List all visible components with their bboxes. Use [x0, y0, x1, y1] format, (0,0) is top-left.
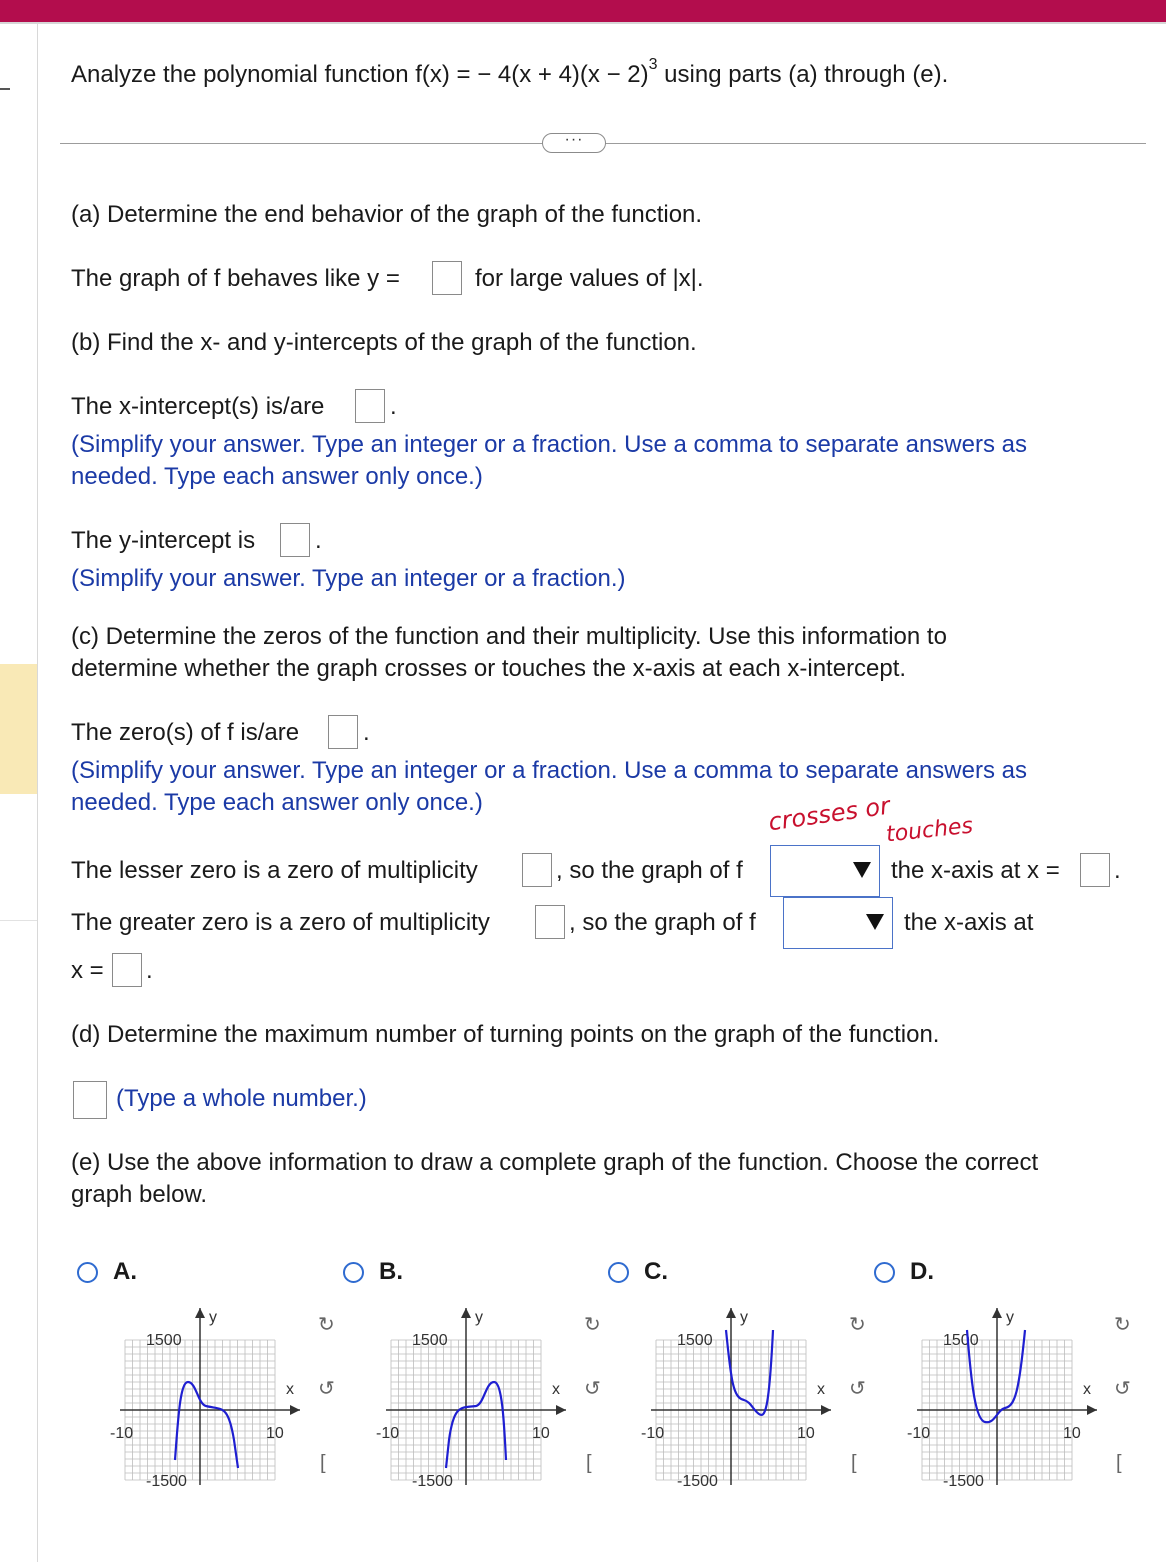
lesser-zero-label: The lesser zero is a zero of multiplicity: [71, 857, 478, 884]
expand-icon[interactable]: [: [1116, 1452, 1122, 1474]
x-max-label: 10: [1063, 1425, 1081, 1442]
part-c-heading-1: (c) Determine the zeros of the function and their multiplicity. Use this information to: [71, 623, 947, 650]
zoom-icon[interactable]: ↻: [849, 1314, 866, 1336]
lesser-zero-mid: , so the graph of f: [556, 857, 743, 884]
period: .: [146, 957, 153, 984]
option-c-radio[interactable]: [608, 1262, 629, 1283]
y-intercept-hint: (Simplify your answer. Type an integer or a fraction.): [71, 565, 626, 592]
zoom-icon[interactable]: ↻: [584, 1314, 601, 1336]
y-max-label: 1500: [146, 1332, 182, 1349]
question-text-end: using parts (a) through (e).: [657, 61, 949, 88]
zeros-label: The zero(s) of f is/are: [71, 719, 300, 746]
y-axis-arrow-icon: [195, 1308, 205, 1318]
x-intercept-hint-2: needed. Type each answer only once.): [71, 463, 483, 490]
greater-multiplicity-input[interactable]: [535, 905, 565, 939]
option-b-radio[interactable]: [343, 1262, 364, 1283]
y-max-label: 1500: [412, 1332, 448, 1349]
expand-icon[interactable]: [: [586, 1452, 592, 1474]
lesser-zero-x-input[interactable]: [1080, 853, 1110, 887]
x-axis-arrow-icon: [556, 1405, 566, 1415]
greater-zero-label: The greater zero is a zero of multiplicity: [71, 909, 490, 936]
y-axis-label: y: [475, 1309, 483, 1326]
left-panel-highlight: [0, 664, 37, 794]
option-d-label: D.: [910, 1258, 934, 1285]
zoom-icon[interactable]: ↺: [318, 1378, 335, 1400]
part-a-suffix: for large values of |x|.: [475, 265, 704, 292]
part-e-heading-1: (e) Use the above information to draw a complete graph of the function. Choose the correct: [71, 1149, 1039, 1176]
y-intercept-input[interactable]: [280, 523, 310, 557]
turning-points-hint: (Type a whole number.): [116, 1085, 367, 1112]
x-max-label: 10: [797, 1425, 815, 1442]
x-min-label: -10: [110, 1425, 134, 1442]
x-axis-label: x: [552, 1381, 560, 1398]
graph-c[interactable]: [641, 1300, 841, 1500]
option-b-label: B.: [379, 1258, 403, 1285]
part-a-heading: (a) Determine the end behavior of the graph of the function.: [71, 201, 703, 228]
zoom-icon[interactable]: ↺: [849, 1378, 866, 1400]
period: .: [315, 527, 322, 554]
dropdown-arrow-icon: [853, 862, 871, 878]
top-divider: [0, 22, 1166, 24]
expand-icon[interactable]: [: [851, 1452, 857, 1474]
greater-zero-x-label: x =: [71, 957, 104, 984]
y-axis-label: y: [209, 1309, 217, 1326]
greater-zero-x-input[interactable]: [112, 953, 142, 987]
x-min-label: -10: [641, 1425, 665, 1442]
option-a-label: A.: [113, 1258, 137, 1285]
expand-icon[interactable]: [: [320, 1452, 326, 1474]
x-intercept-input[interactable]: [355, 389, 385, 423]
zeros-input[interactable]: [328, 715, 358, 749]
y-min-label: -1500: [412, 1473, 453, 1490]
x-intercept-hint-1: (Simplify your answer. Type an integer or a fraction. Use a comma to separate answers as: [71, 431, 1027, 458]
handwritten-note-1: crosses or: [766, 791, 892, 837]
period: .: [363, 719, 370, 746]
y-max-label: 1500: [943, 1332, 979, 1349]
greater-zero-suffix: the x-axis at: [904, 909, 1034, 936]
part-a-prefix: The graph of f behaves like y =: [71, 265, 400, 292]
lesser-zero-suffix: the x-axis at x =: [891, 857, 1060, 884]
left-panel-border: [37, 24, 38, 1562]
y-min-label: -1500: [146, 1473, 187, 1490]
y-axis-arrow-icon: [992, 1308, 1002, 1318]
x-intercept-label: The x-intercept(s) is/are: [71, 393, 325, 420]
lesser-multiplicity-input[interactable]: [522, 853, 552, 887]
x-axis-arrow-icon: [1087, 1405, 1097, 1415]
graph-a[interactable]: [110, 1300, 310, 1500]
zeros-hint-1: (Simplify your answer. Type an integer or a fraction. Use a comma to separate answers as: [71, 757, 1027, 784]
period: .: [390, 393, 397, 420]
graph-d[interactable]: [907, 1300, 1107, 1500]
zoom-icon[interactable]: ↻: [1114, 1314, 1131, 1336]
zoom-icon[interactable]: ↺: [584, 1378, 601, 1400]
top-accent-bar: [0, 0, 1166, 22]
function-curve: [446, 1382, 506, 1468]
option-a-radio[interactable]: [77, 1262, 98, 1283]
y-axis-arrow-icon: [461, 1308, 471, 1318]
zoom-icon[interactable]: ↺: [1114, 1378, 1131, 1400]
greater-behavior-dropdown[interactable]: [783, 897, 893, 949]
question-text-main: Analyze the polynomial function f(x) = − 4(x + 4)(x − 2): [71, 61, 649, 88]
zeros-hint-2: needed. Type each answer only once.): [71, 789, 483, 816]
left-panel-divider: [0, 920, 37, 921]
part-d-heading: (d) Determine the maximum number of turning points on the graph of the function.: [71, 1021, 940, 1048]
y-intercept-label: The y-intercept is: [71, 527, 256, 554]
part-b-heading: (b) Find the x- and y-intercepts of the graph of the function.: [71, 329, 697, 356]
left-panel-marker: [0, 88, 10, 90]
x-min-label: -10: [907, 1425, 931, 1442]
expand-more-button[interactable]: ···: [542, 133, 606, 153]
y-axis-label: y: [740, 1309, 748, 1326]
y-axis-arrow-icon: [726, 1308, 736, 1318]
function-curve: [726, 1330, 773, 1415]
dropdown-arrow-icon: [866, 914, 884, 930]
zoom-icon[interactable]: ↻: [318, 1314, 335, 1336]
option-d-radio[interactable]: [874, 1262, 895, 1283]
question-text: [71, 54, 948, 90]
greater-zero-mid: , so the graph of f: [569, 909, 756, 936]
x-axis-arrow-icon: [821, 1405, 831, 1415]
x-min-label: -10: [376, 1425, 400, 1442]
lesser-behavior-dropdown[interactable]: [770, 845, 880, 897]
y-min-label: -1500: [677, 1473, 718, 1490]
y-min-label: -1500: [943, 1473, 984, 1490]
y-axis-label: y: [1006, 1309, 1014, 1326]
function-curve: [175, 1382, 238, 1468]
graph-b[interactable]: [376, 1300, 576, 1500]
x-axis-label: x: [1083, 1381, 1091, 1398]
period: .: [1114, 857, 1121, 884]
part-e-heading-2: graph below.: [71, 1181, 208, 1208]
x-axis-label: x: [817, 1381, 825, 1398]
x-max-label: 10: [266, 1425, 284, 1442]
y-max-label: 1500: [677, 1332, 713, 1349]
option-c-label: C.: [644, 1258, 668, 1285]
question-exponent: 3: [648, 56, 658, 73]
turning-points-input[interactable]: [73, 1081, 107, 1119]
x-axis-arrow-icon: [290, 1405, 300, 1415]
x-max-label: 10: [532, 1425, 550, 1442]
part-c-heading-2: determine whether the graph crosses or touches the x-axis at each x-intercept.: [71, 655, 907, 682]
handwritten-note-2: touches: [884, 813, 975, 848]
end-behavior-input[interactable]: [432, 261, 462, 295]
x-axis-label: x: [286, 1381, 294, 1398]
